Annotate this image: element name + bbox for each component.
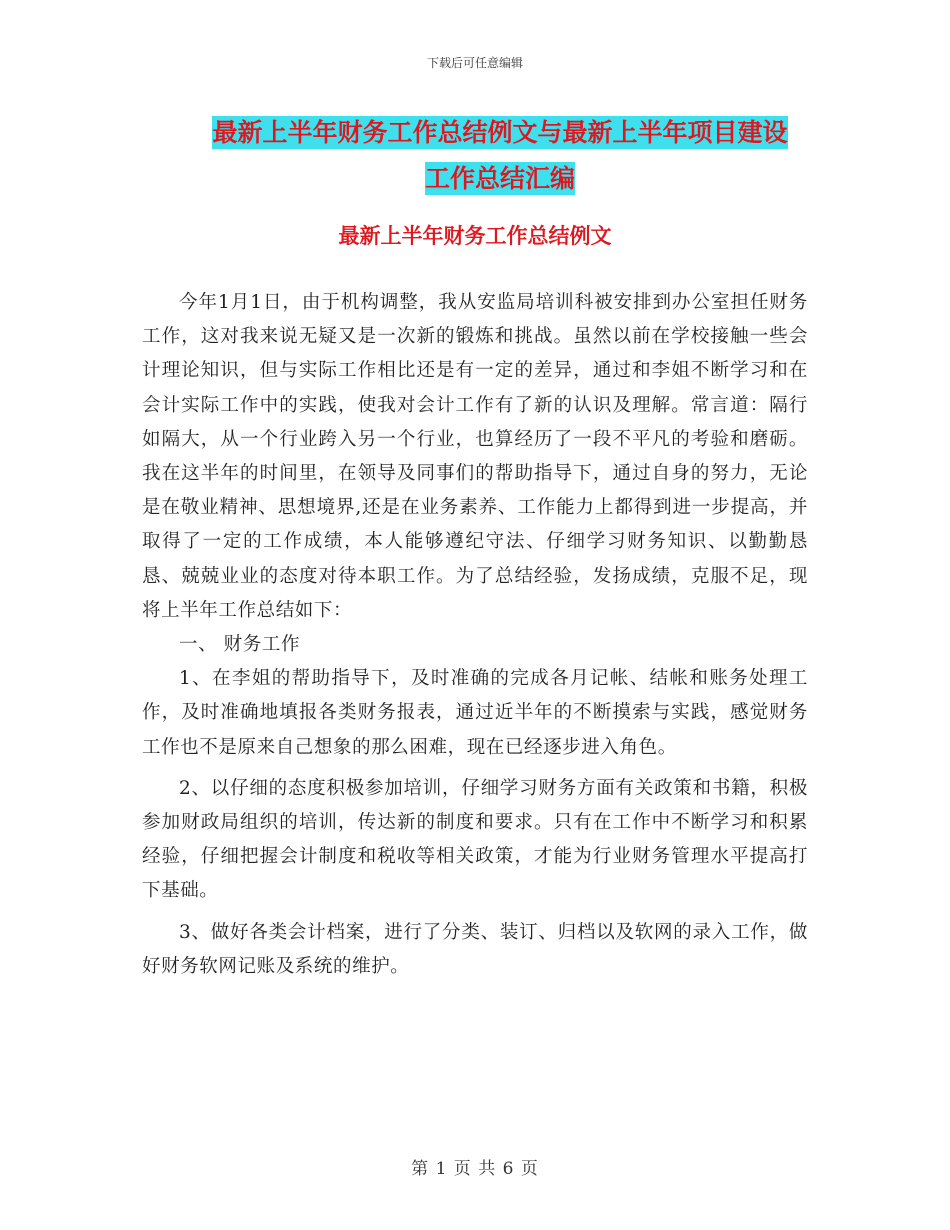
paragraph-item-2: 2、以仔细的态度积极参加培训，仔细学习财务方面有关政策和书籍，积极参加财政局组织的培训，传达新的制度和要求。只有在工作中不断学习和积累经验，仔细把握会计制度和税收等相关政策，才能为行业财务管理水平提高打下基础。 <box>142 777 808 902</box>
paragraph-intro: 今年1月1日，由于机构调整，我从安监局培训科被安排到办公室担任财务工作，这对我来说无疑又是一次新的锻炼和挑战。虽然以前在学校接触一些会计理论知识，但与实际工作相比还是有一定的差异，通过和李姐不断学习和在会计实际工作中的实践，使我对会计工作有了新的认识及理解。常言道：隔行如隔大，从一个行业跨入另一个行业，也算经历了一段不平凡的考验和磨砺。我在这半年的时间里，在领导及同事们的帮助指导下，通过自身的努力，无论是在敬业精神、思想境界,还是在业务素养、工作能力上都得到进一步提高，并取得了一定的工作成绩，本人能够遵纪守法、仔细学习财务知识、以勤勤恳恳、兢兢业业的态度对待本职工作。为了总结经验，发扬成绩，克服不足，现将上半年工作总结如下： <box>142 292 808 621</box>
header-note: 下载后可任意编辑 <box>426 56 523 70</box>
document-title-line-1: 最新上半年财务工作总结例文与最新上半年项目建设 <box>212 118 788 147</box>
document-body <box>142 286 808 984</box>
document-title <box>140 110 860 202</box>
page-number: 第 1 页 共 6 页 <box>411 1159 539 1179</box>
paragraph-heading-finance: 一、 财务工作 <box>179 634 301 656</box>
paragraph-item-1: 1、在李姐的帮助指导下，及时准确的完成各月记帐、结帐和账务处理工作，及时准确地填报各类财务报表，通过近半年的不断摸索与实践，感觉财务工作也不是原来自己想象的那么困难，现在已经逐步进入角色。 <box>142 668 808 758</box>
section-title: 最新上半年财务工作总结例文 <box>338 224 612 248</box>
paragraph-item-3: 3、做好各类会计档案，进行了分类、装订、归档以及软网的录入工作，做好财务软网记账及系统的维护。 <box>142 921 808 977</box>
document-title-line-2: 工作总结汇编 <box>424 164 575 193</box>
